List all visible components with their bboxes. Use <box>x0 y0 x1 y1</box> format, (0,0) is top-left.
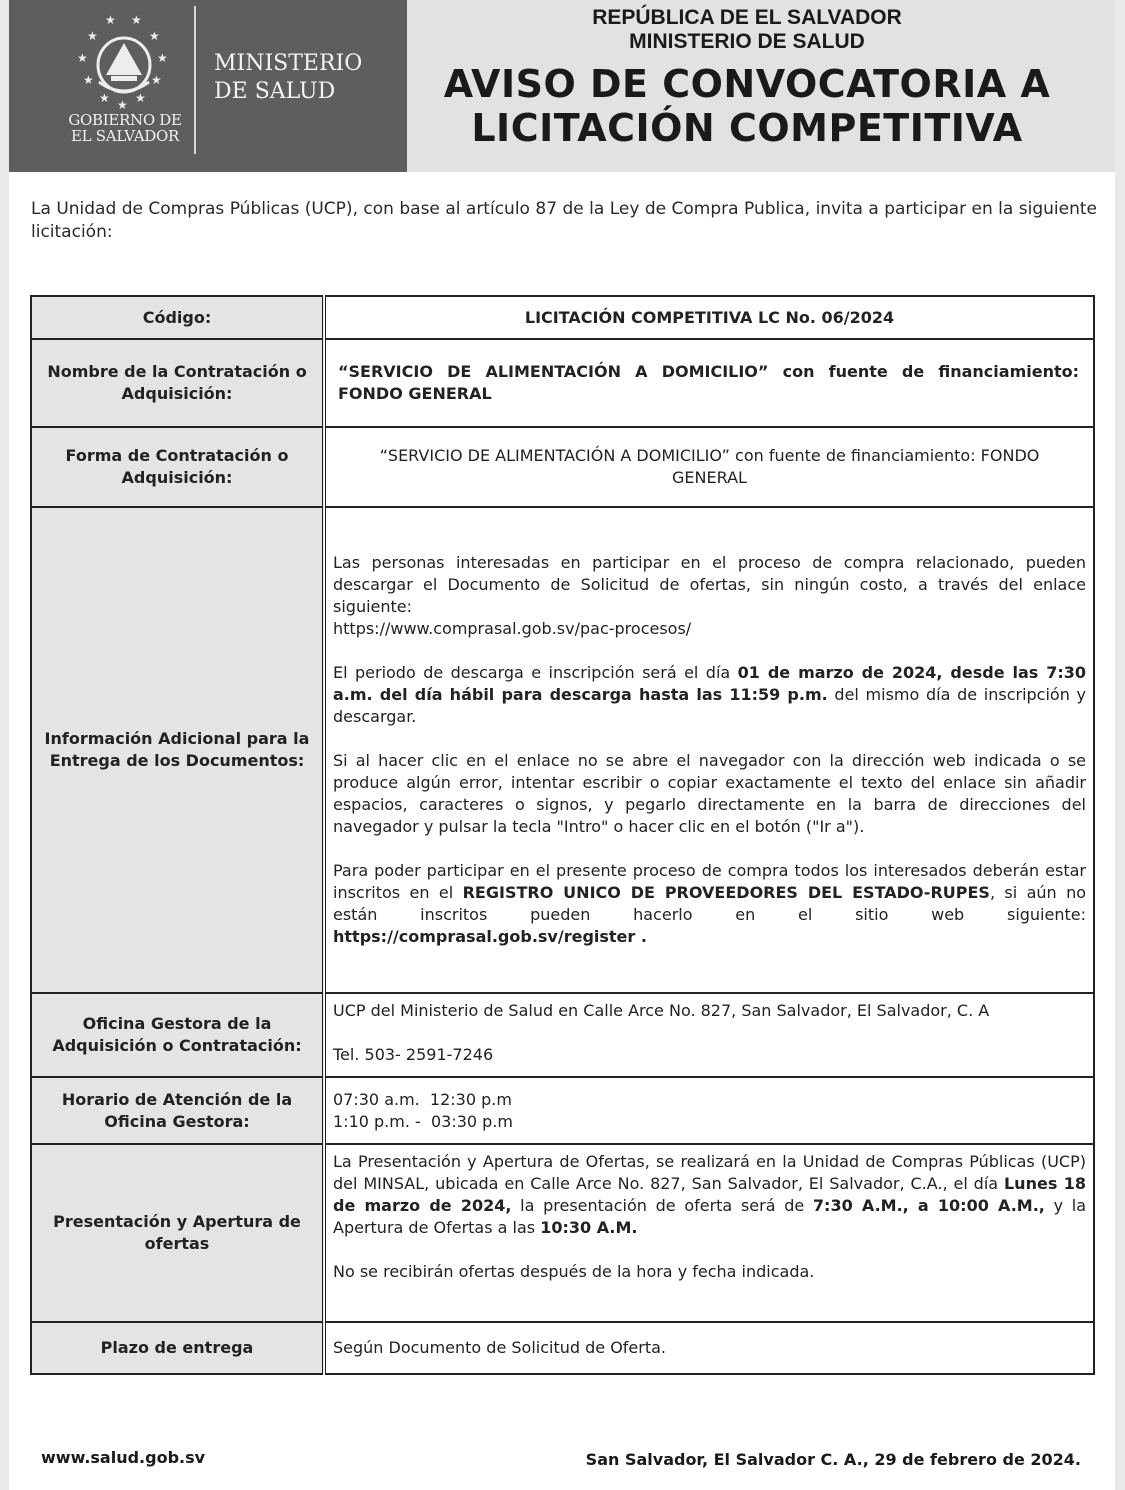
download-link[interactable]: https://www.comprasal.gob.sv/pac-procesos/ <box>333 619 692 638</box>
republic-heading: REPÚBLICA DE EL SALVADOR <box>592 6 902 29</box>
notice-page <box>9 0 1115 1490</box>
intro-paragraph: La Unidad de Compras Públicas (UCP), con base al artículo 87 de la Ley de Compra Publica, invita a participar en la siguiente licitación: <box>31 199 1097 242</box>
table-row-plazo <box>31 1322 1094 1374</box>
tender-details-table <box>30 295 1095 1375</box>
presentacion-label: Presentación y Apertura de ofertas <box>31 1144 324 1322</box>
office-address: UCP del Ministerio de Salud en Calle Arce No. 827, San Salvador, El Salvador, C. A <box>333 1001 990 1020</box>
link-troubleshooting: Si al hacer clic en el enlace no se abre el navegador con la dirección web indicada o se produce algún error, intentar escribir o copiar exactamente el texto del enlace sin añadir espacios, caracteres o signos, y pegarlo directamente en la barra de direcciones del navegador y pulsar la tecla "Intro" o hacer clic en el botón ("Ir a"). <box>333 751 1086 836</box>
presentacion-value <box>324 1144 1094 1322</box>
government-name: GOBIERNO DE EL SALVADOR <box>68 111 182 145</box>
footer-place-date: San Salvador, El Salvador C. A., 29 de febrero de 2024. <box>585 1450 1081 1469</box>
table-row-oficina <box>31 993 1094 1077</box>
office-phone: Tel. 503- 2591-7246 <box>333 1045 494 1064</box>
ministry-heading: MINISTERIO DE SALUD <box>629 30 865 53</box>
codigo-value: LICITACIÓN COMPETITIVA LC No. 06/2024 <box>324 296 1094 339</box>
header <box>9 0 1115 172</box>
nombre-label: Nombre de la Contratación o Adquisición: <box>31 339 324 427</box>
table-row-informacion <box>31 507 1094 993</box>
horario-value <box>324 1077 1094 1144</box>
presentation-details: La Presentación y Apertura de Ofertas, se realizará en la Unidad de Compras Públicas (UCP) del MINSAL, ubicada en Calle Arce No. 827, San Salvador, El Salvador, C.A., el día Lunes 18 de marzo de 2024, la presentación de oferta será de 7:30 A.M., a 10:00 A.M., y la Apertura de Ofertas a las 10:30 A.M. <box>333 1152 1087 1237</box>
table-row-presentacion <box>31 1144 1094 1322</box>
svg-text:★: ★ <box>117 98 128 110</box>
title-area <box>407 0 1115 172</box>
hours-morning: 07:30 a.m. 12:30 p.m <box>333 1089 512 1109</box>
svg-text:★: ★ <box>105 13 116 27</box>
oficina-label: Oficina Gestora de la Adquisición o Contratación: <box>31 993 324 1077</box>
notice-title-line1: AVISO DE CONVOCATORIA A <box>443 62 1051 106</box>
notice-title-line2: LICITACIÓN COMPETITIVA <box>471 106 1023 150</box>
download-period: El periodo de descarga e inscripción será el día 01 de marzo de 2024, desde las 7:30 a.m. del día hábil para descarga hasta las 11:59 p.m. del mismo día de inscripción y descargar. <box>333 663 1087 726</box>
download-instructions: Las personas interesadas en participar en el proceso de compra relacionado, pueden descargar el Documento de Solicitud de ofertas, sin ningún costo, a través del enlace siguiente: <box>333 553 1086 616</box>
table-row-horario <box>31 1077 1094 1144</box>
informacion-value <box>324 507 1094 993</box>
ministry-logo-text: MINISTERIO DE SALUD <box>214 51 363 104</box>
forma-value: “SERVICIO DE ALIMENTACIÓN A DOMICILIO” con fuente de financiamiento: FONDO GENERAL <box>324 427 1094 507</box>
government-logo-block <box>9 0 407 172</box>
table-row-nombre <box>31 339 1094 427</box>
nombre-value: “SERVICIO DE ALIMENTACIÓN A DOMICILIO” con fuente de financiamiento: FONDO GENERAL <box>324 339 1094 427</box>
plazo-value: Según Documento de Solicitud de Oferta. <box>324 1322 1094 1374</box>
late-offers-note: No se recibirán ofertas después de la hora y fecha indicada. <box>333 1262 815 1281</box>
forma-label: Forma de Contratación o Adquisición: <box>31 427 324 507</box>
codigo-label: Código: <box>31 296 324 339</box>
hours-afternoon: 1:10 p.m. - 03:30 p.m <box>333 1111 513 1131</box>
svg-text:★: ★ <box>77 51 88 65</box>
footer-website[interactable]: www.salud.gob.sv <box>41 1448 206 1467</box>
horario-label: Horario de Atención de la Oficina Gestora: <box>31 1077 324 1144</box>
table-row-codigo <box>31 296 1094 339</box>
coat-of-arms-icon <box>69 10 179 110</box>
svg-text:★: ★ <box>131 13 142 27</box>
svg-text:★: ★ <box>99 91 110 105</box>
rupes-registration: Para poder participar en el presente proceso de compra todos los interesados deberán estar inscritos en el REGISTRO UNICO DE PROVEEDORES DEL ESTADO-RUPES, si aún no están inscritos pueden hacerlo en el sitio web siguiente: https://comprasal.gob.sv/register . <box>333 861 1087 946</box>
table-row-forma <box>31 427 1094 507</box>
informacion-label: Información Adicional para la Entrega de los Documentos: <box>31 507 324 993</box>
oficina-value <box>324 993 1094 1077</box>
svg-text:★: ★ <box>149 29 160 43</box>
register-link[interactable]: https://comprasal.gob.sv/register . <box>333 927 647 946</box>
svg-text:★: ★ <box>157 51 168 65</box>
plazo-label: Plazo de entrega <box>31 1322 324 1374</box>
svg-text:★: ★ <box>151 73 162 87</box>
logo-divider <box>194 6 196 154</box>
svg-text:★: ★ <box>87 29 98 43</box>
svg-text:★: ★ <box>135 91 146 105</box>
svg-text:★: ★ <box>83 73 94 87</box>
